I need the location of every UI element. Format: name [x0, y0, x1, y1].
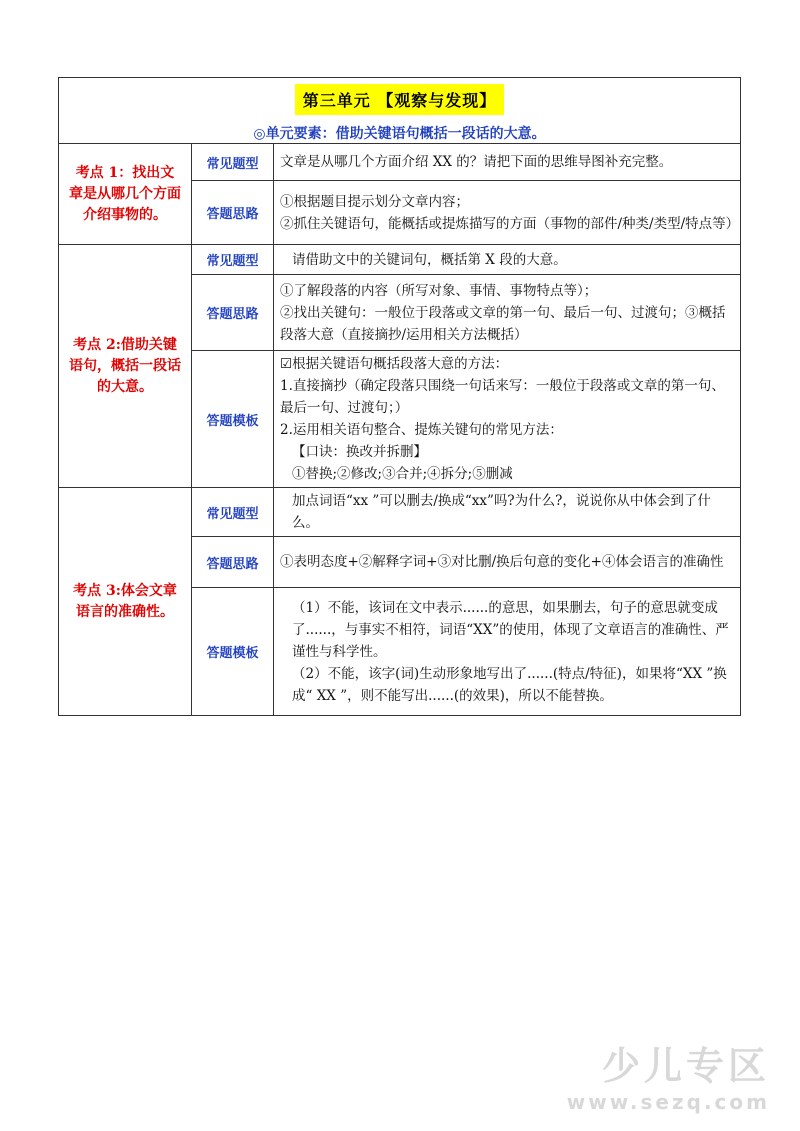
content-line: （2）不能，该字(词)生动形象地写出了......(特点/特征)，如果将“XX ”换成“ XX ”，则不能写出......(的效果)，所以不能替换。	[292, 665, 727, 704]
row-content	[274, 144, 741, 181]
unit-title: 第三单元 【观察与发现】	[295, 84, 505, 115]
content-line: 【口诀：换改并拆删】	[292, 444, 427, 460]
row-tag: 答题思路	[192, 537, 274, 588]
watermark-title: 少儿专区	[601, 1044, 770, 1088]
table-row	[59, 245, 741, 275]
row-content	[274, 588, 741, 716]
exam-point-3: 考点 3:体会文章语言的准确性。	[59, 488, 192, 716]
content-line: 1.直接摘抄（确定段落只围绕一句话来写：一般位于段落或文章的第一句、最后一句、过渡句；）	[280, 378, 725, 416]
content-line: ①了解段落的内容（所写对象、事情、事物特点等）；	[280, 282, 598, 299]
content-line: 请借助文中的关键词句，概括第 X 段的大意。	[292, 251, 567, 268]
unit-element-subtitle: ◎单元要素：借助关键语句概括一段话的大意。	[253, 126, 546, 142]
content-line: ①替换;②修改;③合并;④拆分;⑤删减	[292, 466, 513, 482]
row-tag: 答题思路	[192, 275, 274, 351]
row-content	[274, 275, 741, 351]
row-tag: 常见题型	[192, 488, 274, 537]
content-line: 加点词语“xx ”可以删去/换成“xx”吗?为什么?，说说你从中体会到了什么。	[292, 493, 711, 531]
content-line: ☑根据关键语句概括段落大意的方法：	[280, 356, 509, 372]
table-row	[59, 144, 741, 181]
row-tag: 答题思路	[192, 181, 274, 245]
row-tag: 答题模板	[192, 588, 274, 716]
content-line: 文章是从哪几个方面介绍 XX 的？请把下面的思维导图补充完整。	[280, 154, 673, 170]
table-row	[59, 488, 741, 537]
row-content	[274, 245, 741, 275]
row-content	[274, 537, 741, 588]
title-row	[59, 78, 741, 144]
unit-summary-table	[58, 77, 741, 716]
content-line: ①表明态度+②解释字词+③对比删/换后句意的变化+④体会语言的准确性	[280, 554, 724, 570]
exam-point-1: 考点 1：找出文章是从哪几个方面介绍事物的。	[59, 144, 192, 245]
content-line: （1）不能，该词在文中表示......的意思，如果删去，句子的意思就变成了......，与事实不相符，词语“XX”的使用，体现了文章语言的准确性、严谨性与科学性。	[292, 599, 729, 660]
watermark-url: www.sezq.com	[566, 1090, 770, 1114]
exam-point-2: 考点 2:借助关键语句，概括一段话的大意。	[59, 245, 192, 488]
site-watermark	[567, 1035, 770, 1114]
content-line: ①根据题目提示划分文章内容；	[280, 193, 469, 210]
row-tag: 常见题型	[192, 245, 274, 275]
row-tag: 常见题型	[192, 144, 274, 181]
row-tag: 答题模板	[192, 351, 274, 488]
content-line: ②找出关键句：一般位于段落或文章的第一句、最后一句、过渡句；③概括段落大意（直接摘抄/运用相关方法概括）	[280, 304, 726, 343]
row-content	[274, 181, 741, 245]
content-line: 2.运用相关语句整合、提炼关键句的常见方法：	[280, 422, 563, 438]
row-content	[274, 488, 741, 537]
row-content	[274, 351, 741, 488]
content-line: ②抓住关键语句，能概括或提炼描写的方面（事物的部件/种类/类型/特点等）	[280, 215, 740, 232]
